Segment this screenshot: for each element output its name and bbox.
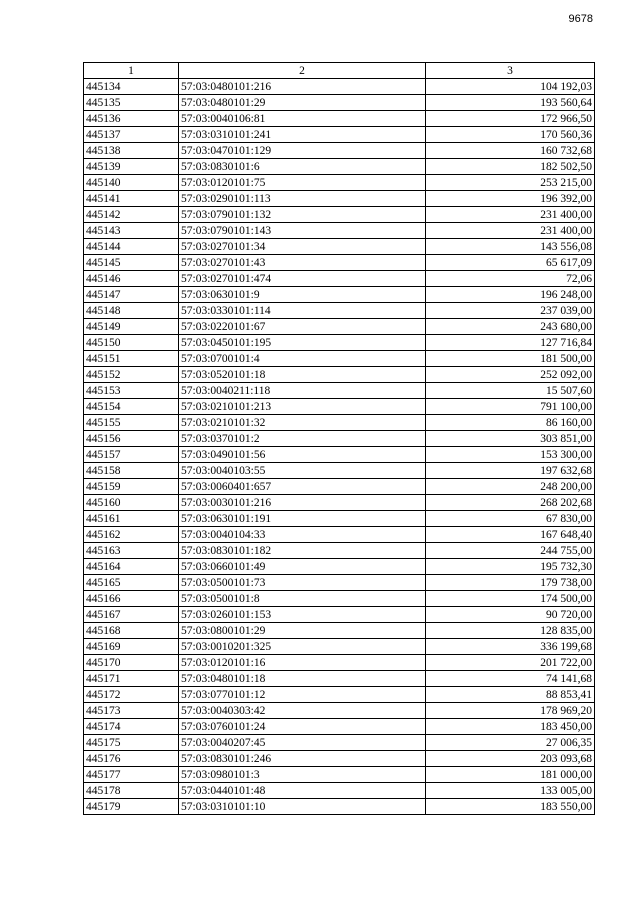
row-id-cell: 445172 bbox=[84, 687, 179, 703]
value-cell: 253 215,00 bbox=[426, 175, 595, 191]
table-row bbox=[84, 543, 595, 559]
value-cell: 231 400,00 bbox=[426, 207, 595, 223]
cadastral-number-cell: 57:03:0500101:73 bbox=[179, 575, 426, 591]
row-id-cell: 445152 bbox=[84, 367, 179, 383]
cadastral-number-cell: 57:03:0480101:29 bbox=[179, 95, 426, 111]
value-cell: 336 199,68 bbox=[426, 639, 595, 655]
cadastral-number-cell: 57:03:0040103:55 bbox=[179, 463, 426, 479]
cadastral-number-cell: 57:03:0700101:4 bbox=[179, 351, 426, 367]
row-id-cell: 445173 bbox=[84, 703, 179, 719]
table-row bbox=[84, 335, 595, 351]
row-id-cell: 445177 bbox=[84, 767, 179, 783]
cadastral-number-cell: 57:03:0980101:3 bbox=[179, 767, 426, 783]
row-id-cell: 445179 bbox=[84, 799, 179, 815]
row-id-cell: 445150 bbox=[84, 335, 179, 351]
value-cell: 252 092,00 bbox=[426, 367, 595, 383]
cadastral-number-cell: 57:03:0830101:182 bbox=[179, 543, 426, 559]
cadastral-number-cell: 57:03:0790101:143 bbox=[179, 223, 426, 239]
table-row bbox=[84, 399, 595, 415]
table-row bbox=[84, 159, 595, 175]
cadastral-number-cell: 57:03:0040207:45 bbox=[179, 735, 426, 751]
table-row bbox=[84, 255, 595, 271]
value-cell: 127 716,84 bbox=[426, 335, 595, 351]
cadastral-number-cell: 57:03:0040211:118 bbox=[179, 383, 426, 399]
table-row bbox=[84, 303, 595, 319]
row-id-cell: 445175 bbox=[84, 735, 179, 751]
row-id-cell: 445145 bbox=[84, 255, 179, 271]
table-body bbox=[84, 79, 595, 815]
cadastral-number-cell: 57:03:0040104:33 bbox=[179, 527, 426, 543]
row-id-cell: 445164 bbox=[84, 559, 179, 575]
row-id-cell: 445157 bbox=[84, 447, 179, 463]
row-id-cell: 445159 bbox=[84, 479, 179, 495]
cadastral-number-cell: 57:03:0790101:132 bbox=[179, 207, 426, 223]
value-cell: 303 851,00 bbox=[426, 431, 595, 447]
table-row bbox=[84, 511, 595, 527]
row-id-cell: 445176 bbox=[84, 751, 179, 767]
table-row bbox=[84, 271, 595, 287]
cadastral-number-cell: 57:03:0210101:32 bbox=[179, 415, 426, 431]
table-row bbox=[84, 239, 595, 255]
row-id-cell: 445171 bbox=[84, 671, 179, 687]
table-row bbox=[84, 223, 595, 239]
table-row bbox=[84, 287, 595, 303]
table-row bbox=[84, 431, 595, 447]
table-row bbox=[84, 719, 595, 735]
value-cell: 133 005,00 bbox=[426, 783, 595, 799]
row-id-cell: 445154 bbox=[84, 399, 179, 415]
cadastral-number-cell: 57:03:0450101:195 bbox=[179, 335, 426, 351]
value-cell: 160 732,68 bbox=[426, 143, 595, 159]
value-cell: 181 000,00 bbox=[426, 767, 595, 783]
cadastral-number-cell: 57:03:0830101:246 bbox=[179, 751, 426, 767]
value-cell: 65 617,09 bbox=[426, 255, 595, 271]
value-cell: 67 830,00 bbox=[426, 511, 595, 527]
cadastral-number-cell: 57:03:0010201:325 bbox=[179, 639, 426, 655]
row-id-cell: 445155 bbox=[84, 415, 179, 431]
cadastral-number-cell: 57:03:0660101:49 bbox=[179, 559, 426, 575]
table-row bbox=[84, 783, 595, 799]
cadastral-number-cell: 57:03:0630101:9 bbox=[179, 287, 426, 303]
row-id-cell: 445165 bbox=[84, 575, 179, 591]
cadastral-number-cell: 57:03:0760101:24 bbox=[179, 719, 426, 735]
value-cell: 72,06 bbox=[426, 271, 595, 287]
row-id-cell: 445134 bbox=[84, 79, 179, 95]
table-row bbox=[84, 463, 595, 479]
value-cell: 27 006,35 bbox=[426, 735, 595, 751]
value-cell: 243 680,00 bbox=[426, 319, 595, 335]
table-row bbox=[84, 319, 595, 335]
row-id-cell: 445166 bbox=[84, 591, 179, 607]
value-cell: 237 039,00 bbox=[426, 303, 595, 319]
cadastral-number-cell: 57:03:0480101:18 bbox=[179, 671, 426, 687]
value-cell: 196 248,00 bbox=[426, 287, 595, 303]
value-cell: 195 732,30 bbox=[426, 559, 595, 575]
table-row bbox=[84, 623, 595, 639]
row-id-cell: 445151 bbox=[84, 351, 179, 367]
value-cell: 143 556,08 bbox=[426, 239, 595, 255]
value-cell: 183 550,00 bbox=[426, 799, 595, 815]
cadastral-number-cell: 57:03:0210101:213 bbox=[179, 399, 426, 415]
cadastral-number-cell: 57:03:0310101:241 bbox=[179, 127, 426, 143]
value-cell: 231 400,00 bbox=[426, 223, 595, 239]
cadastral-number-cell: 57:03:0630101:191 bbox=[179, 511, 426, 527]
value-cell: 128 835,00 bbox=[426, 623, 595, 639]
row-id-cell: 445141 bbox=[84, 191, 179, 207]
value-cell: 104 192,03 bbox=[426, 79, 595, 95]
row-id-cell: 445139 bbox=[84, 159, 179, 175]
table-row bbox=[84, 175, 595, 191]
cadastral-number-cell: 57:03:0770101:12 bbox=[179, 687, 426, 703]
cadastral-number-cell: 57:03:0270101:474 bbox=[179, 271, 426, 287]
column-header-1: 1 bbox=[84, 63, 179, 79]
value-cell: 203 093,68 bbox=[426, 751, 595, 767]
table-row bbox=[84, 143, 595, 159]
row-id-cell: 445144 bbox=[84, 239, 179, 255]
table-row bbox=[84, 447, 595, 463]
row-id-cell: 445146 bbox=[84, 271, 179, 287]
value-cell: 248 200,00 bbox=[426, 479, 595, 495]
table-row bbox=[84, 495, 595, 511]
cadastral-number-cell: 57:03:0500101:8 bbox=[179, 591, 426, 607]
row-id-cell: 445138 bbox=[84, 143, 179, 159]
value-cell: 170 560,36 bbox=[426, 127, 595, 143]
table-row bbox=[84, 703, 595, 719]
cadastral-number-cell: 57:03:0270101:34 bbox=[179, 239, 426, 255]
cadastral-number-cell: 57:03:0120101:75 bbox=[179, 175, 426, 191]
cadastral-number-cell: 57:03:0830101:6 bbox=[179, 159, 426, 175]
value-cell: 167 648,40 bbox=[426, 527, 595, 543]
value-cell: 183 450,00 bbox=[426, 719, 595, 735]
table-row bbox=[84, 671, 595, 687]
cadastral-number-cell: 57:03:0370101:2 bbox=[179, 431, 426, 447]
row-id-cell: 445167 bbox=[84, 607, 179, 623]
value-cell: 197 632,68 bbox=[426, 463, 595, 479]
cadastral-number-cell: 57:03:0440101:48 bbox=[179, 783, 426, 799]
value-cell: 181 500,00 bbox=[426, 351, 595, 367]
table-row bbox=[84, 111, 595, 127]
cadastral-number-cell: 57:03:0030101:216 bbox=[179, 495, 426, 511]
table-row bbox=[84, 79, 595, 95]
cadastral-number-cell: 57:03:0220101:67 bbox=[179, 319, 426, 335]
value-cell: 90 720,00 bbox=[426, 607, 595, 623]
table-row bbox=[84, 207, 595, 223]
table-row bbox=[84, 607, 595, 623]
table-row bbox=[84, 639, 595, 655]
value-cell: 178 969,20 bbox=[426, 703, 595, 719]
value-cell: 88 853,41 bbox=[426, 687, 595, 703]
cadastral-number-cell: 57:03:0520101:18 bbox=[179, 367, 426, 383]
row-id-cell: 445170 bbox=[84, 655, 179, 671]
row-id-cell: 445137 bbox=[84, 127, 179, 143]
value-cell: 74 141,68 bbox=[426, 671, 595, 687]
row-id-cell: 445163 bbox=[84, 543, 179, 559]
cadastral-number-cell: 57:03:0490101:56 bbox=[179, 447, 426, 463]
value-cell: 193 560,64 bbox=[426, 95, 595, 111]
cadastral-number-cell: 57:03:0330101:114 bbox=[179, 303, 426, 319]
cadastral-number-cell: 57:03:0310101:10 bbox=[179, 799, 426, 815]
row-id-cell: 445156 bbox=[84, 431, 179, 447]
data-table bbox=[83, 62, 595, 815]
value-cell: 86 160,00 bbox=[426, 415, 595, 431]
row-id-cell: 445142 bbox=[84, 207, 179, 223]
value-cell: 196 392,00 bbox=[426, 191, 595, 207]
column-header-3: 3 bbox=[426, 63, 595, 79]
cadastral-number-cell: 57:03:0040106:81 bbox=[179, 111, 426, 127]
table-row bbox=[84, 751, 595, 767]
header-row bbox=[84, 63, 595, 79]
value-cell: 174 500,00 bbox=[426, 591, 595, 607]
row-id-cell: 445162 bbox=[84, 527, 179, 543]
table-row bbox=[84, 575, 595, 591]
row-id-cell: 445161 bbox=[84, 511, 179, 527]
table-row bbox=[84, 95, 595, 111]
table-row bbox=[84, 351, 595, 367]
cadastral-number-cell: 57:03:0290101:113 bbox=[179, 191, 426, 207]
value-cell: 172 966,50 bbox=[426, 111, 595, 127]
table-row bbox=[84, 767, 595, 783]
row-id-cell: 445136 bbox=[84, 111, 179, 127]
table-row bbox=[84, 191, 595, 207]
table-row bbox=[84, 687, 595, 703]
table-row bbox=[84, 367, 595, 383]
table-row bbox=[84, 591, 595, 607]
cadastral-number-cell: 57:03:0470101:129 bbox=[179, 143, 426, 159]
row-id-cell: 445135 bbox=[84, 95, 179, 111]
row-id-cell: 445168 bbox=[84, 623, 179, 639]
table-row bbox=[84, 559, 595, 575]
row-id-cell: 445158 bbox=[84, 463, 179, 479]
row-id-cell: 445153 bbox=[84, 383, 179, 399]
table-row bbox=[84, 799, 595, 815]
value-cell: 244 755,00 bbox=[426, 543, 595, 559]
row-id-cell: 445160 bbox=[84, 495, 179, 511]
table-row bbox=[84, 527, 595, 543]
row-id-cell: 445178 bbox=[84, 783, 179, 799]
value-cell: 182 502,50 bbox=[426, 159, 595, 175]
table-row bbox=[84, 479, 595, 495]
row-id-cell: 445148 bbox=[84, 303, 179, 319]
value-cell: 791 100,00 bbox=[426, 399, 595, 415]
column-header-2: 2 bbox=[179, 63, 426, 79]
table-row bbox=[84, 415, 595, 431]
row-id-cell: 445149 bbox=[84, 319, 179, 335]
page-number: 9678 bbox=[568, 13, 593, 25]
value-cell: 268 202,68 bbox=[426, 495, 595, 511]
row-id-cell: 445174 bbox=[84, 719, 179, 735]
value-cell: 15 507,60 bbox=[426, 383, 595, 399]
cadastral-number-cell: 57:03:0480101:216 bbox=[179, 79, 426, 95]
value-cell: 201 722,00 bbox=[426, 655, 595, 671]
cadastral-number-cell: 57:03:0120101:16 bbox=[179, 655, 426, 671]
cadastral-number-cell: 57:03:0060401:657 bbox=[179, 479, 426, 495]
cadastral-number-cell: 57:03:0270101:43 bbox=[179, 255, 426, 271]
value-cell: 179 738,00 bbox=[426, 575, 595, 591]
row-id-cell: 445147 bbox=[84, 287, 179, 303]
table-row bbox=[84, 127, 595, 143]
table-row bbox=[84, 735, 595, 751]
value-cell: 153 300,00 bbox=[426, 447, 595, 463]
cadastral-number-cell: 57:03:0800101:29 bbox=[179, 623, 426, 639]
row-id-cell: 445140 bbox=[84, 175, 179, 191]
cadastral-number-cell: 57:03:0260101:153 bbox=[179, 607, 426, 623]
row-id-cell: 445143 bbox=[84, 223, 179, 239]
cadastral-number-cell: 57:03:0040303:42 bbox=[179, 703, 426, 719]
table-row bbox=[84, 383, 595, 399]
table-row bbox=[84, 655, 595, 671]
row-id-cell: 445169 bbox=[84, 639, 179, 655]
